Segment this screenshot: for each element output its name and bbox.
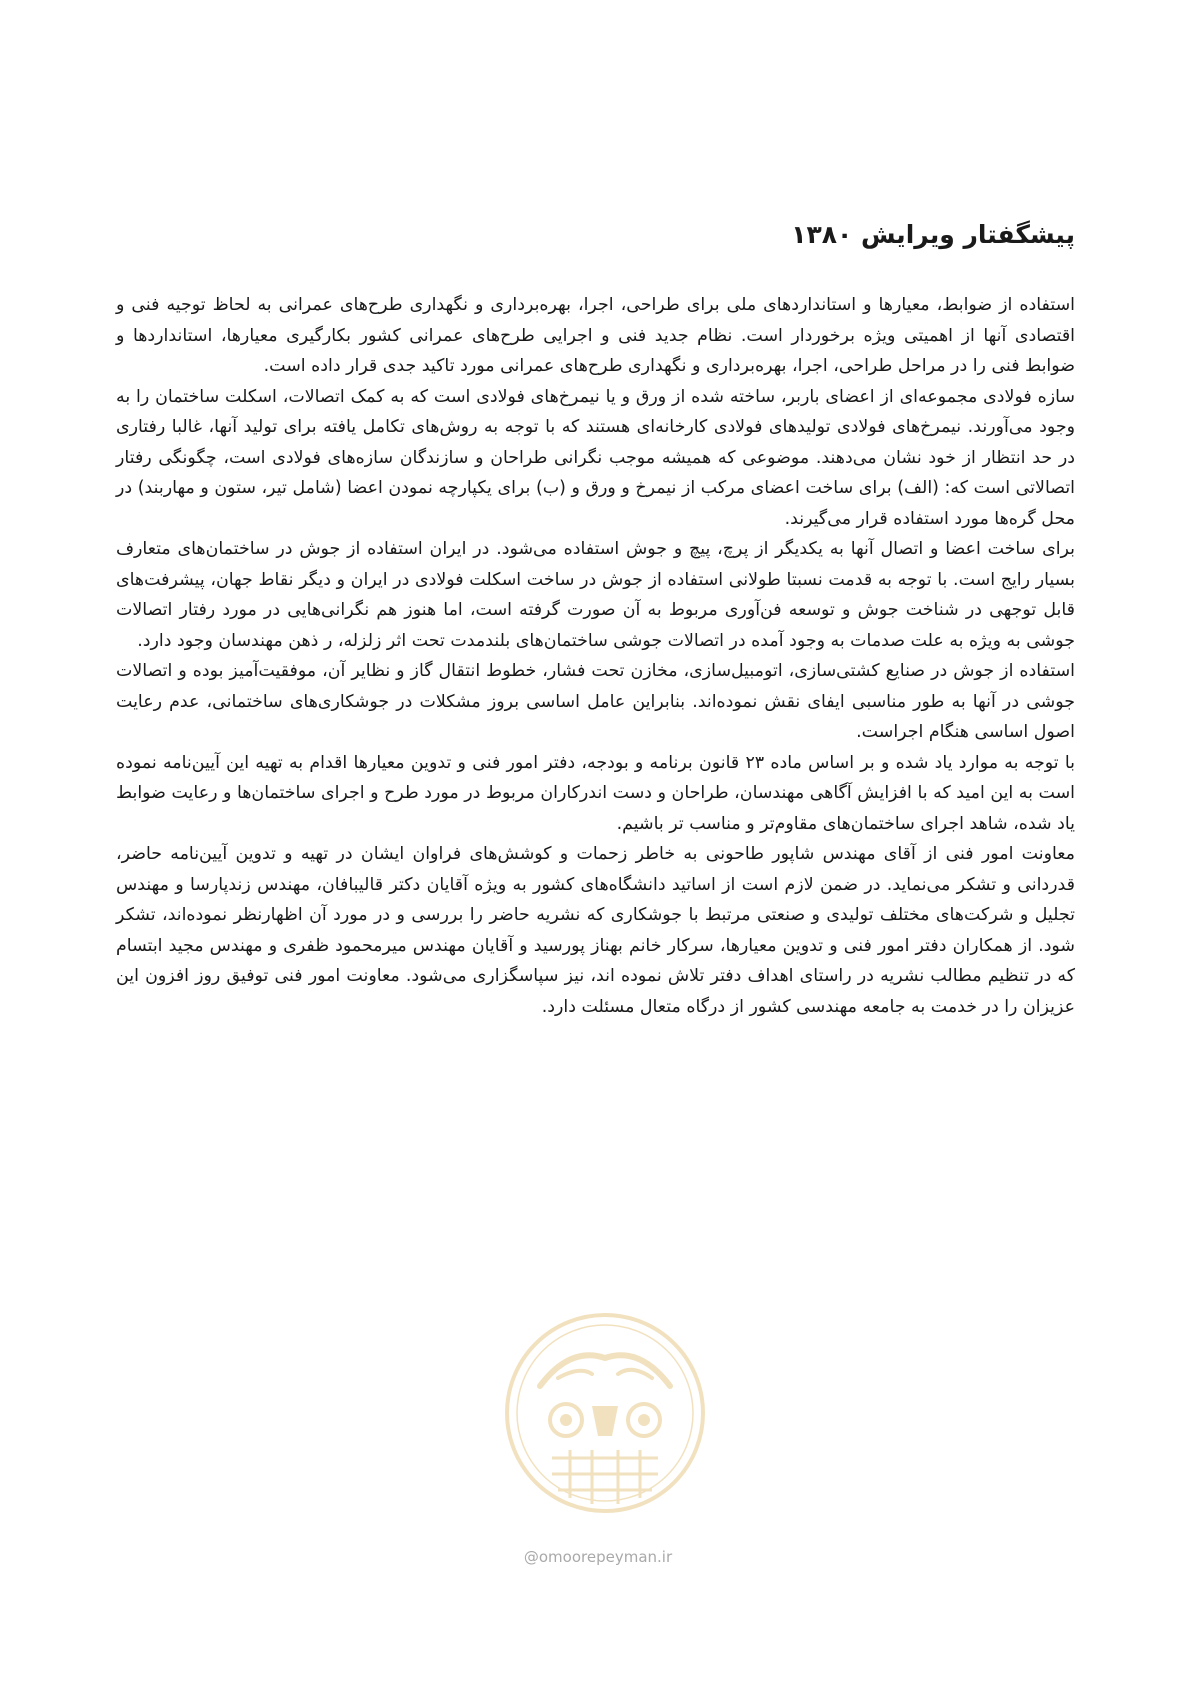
paragraph-4: استفاده از جوش در صنایع کشتی‌سازی، اتومبیل‌سازی، مخازن تحت فشار، خطوط انتقال گاز و نظایر آن، موفقیت‌آمیز بوده و اتصالات جوشی در آنها به طور مناسبی ایفای نقش نموده‌اند. بنابراین عامل اساسی بروز مشکلات در جوشکاری‌های ساختمانی، عدم رعایت اصول اساسی هنگام اجراست. [116,661,1075,742]
paragraph-6: معاونت امور فنی از آقای مهندس شاپور طاحونی به خاطر زحمات و کوشش‌های فراوان ایشان در تهیه و تدوین آیین‌نامه حاضر، قدردانی و تشکر می‌نماید. در ضمن لازم است از اساتید دانشگاه‌های کشور به ویژه آقایان دکتر قالیبافان، مهندس زندپارسا و مهندس تجلیل و شرکت‌های مختلف تولیدی و صنعتی مرتبط با جوشکاری که نشریه حاضر را بررسی و در مورد آن اظهارنظر نموده‌اند، تشکر شود. از همکاران دفتر امور فنی و تدوین معیارها، سرکار خانم بهناز پورسید و آقایان مهندس میرمحمود ظفری و مهندس مجید ابتسام که در تنظیم مطالب نشریه در راستای اهداف دفتر تلاش نموده اند، نیز سپاسگزاری می‌شود. معاونت امور فنی توفیق روز افزون این عزیزان را در خدمت به جامعه مهندسی کشور از درگاه متعال مسئلت دارد. [116,844,1075,1017]
paragraph-3: برای ساخت اعضا و اتصال آنها به یکدیگر از پرچ، پیچ و جوش استفاده می‌شود. در ایران استفاده از جوش در ساختمان‌های متعارف بسیار رایج است. با توجه به قدمت نسبتا طولانی استفاده از جوش در ساخت اسکلت فولادی در ایران و دیگر نقاط جهان، پیشرفت‌های قابل توجهی در شناخت جوش و توسعه فن‌آوری مربوط به آن صورت گرفته است، اما هنوز هم نگرانی‌هایی در مورد رفتار اتصالات جوشی به ویژه به علت صدمات به وجود آمده در اتصالات جوشی ساختمان‌های بلندمدت تحت اثر زلزله، ر ذهن مهندسان وجود دارد. [116,539,1075,651]
body-text [116,290,1075,1022]
paragraph-2: سازه فولادی مجموعه‌ای از اعضای باربر، ساخته شده از ورق و یا نیمرخ‌های فولادی است که به کمک اتصالات، اسکلت ساختمان را به وجود می‌آورند. نیمرخ‌های فولادی تولیدهای فولادی کارخانه‌ای هستند که با توجه به روش‌های تکامل یافته برای تولید آنها، غالبا رفتاری در حد انتظار از خود نشان می‌دهند. موضوعی که همیشه موجب نگرانی طراحان و سازندگان سازه‌های فولادی است، چگونگی رفتار اتصالاتی است که: (الف) برای ساخت اعضای مرکب از نیمرخ و ورق و (ب) برای یکپارچه نمودن اعضا (شامل تیر، ستون و مهاربند) در محل گره‌ها مورد استفاده قرار می‌گیرند. [116,386,1075,529]
page-title: پیشگفتار ویرایش ۱۳۸۰ [791,220,1075,249]
watermark-url: @omoorepeyman.ir [523,1548,673,1566]
paragraph-1: استفاده از ضوابط، معیارها و استانداردهای ملی برای طراحی، اجرا، بهره‌برداری و نگهداری طرح‌های عمرانی به لحاظ توجیه فنی و اقتصادی آنها از اهمیتی ویژه برخوردار است. نظام جدید فنی و اجرایی طرح‌های عمرانی کشور بکارگیری معیارها، استانداردها و ضوابط فنی را در مراحل طراحی، اجرا، بهره‌برداری و نگهداری طرح‌های عمرانی مورد تاکید جدی قرار داده است. [116,295,1075,376]
paragraph-5: با توجه به موارد یاد شده و بر اساس ماده ۲۳ قانون برنامه و بودجه، دفتر امور فنی و تدوین معیارها اقدام به تهیه این آیین‌نامه نموده است به این امید که با افزایش آگاهی مهندسان، طراحان و دست اندرکاران مربوط در مورد طرح و اجرای ساختمان‌ها و رعایت ضوابط یاد شده، شاهد اجرای ساختمان‌های مقاوم‌تر و مناسب تر باشیم. [116,752,1075,834]
watermark-logo [500,1308,710,1518]
